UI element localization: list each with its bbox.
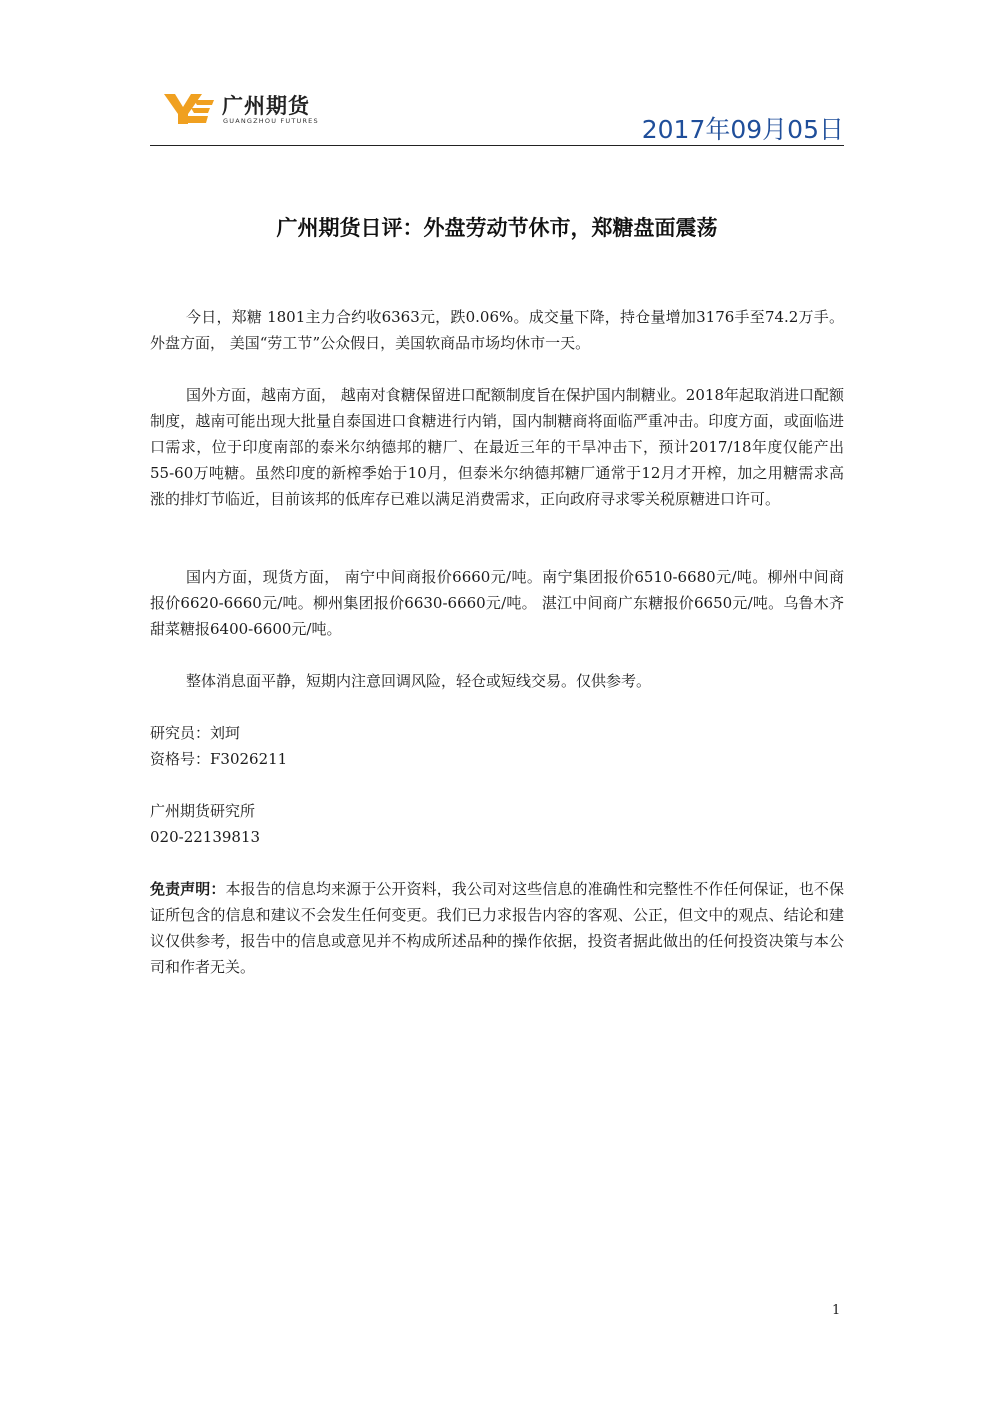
phone-number: 020-22139813 [150, 828, 261, 846]
disclaimer-text: 本报告的信息均来源于公开资料，我公司对这些信息的准确性和完整性不作任何保证，也不保证所包含的信息和建议不会发生任何变更。我们已力求报告内容的客观、公正，但文中的观点、结论和建议仅供参考，报告中的信息或意见并不构成所述品种的操作依据，投资者据此做出的任何投资决策与本公司和作者无关。 [150, 880, 844, 976]
logo-chinese-name: 广州期货 [222, 94, 310, 118]
paragraph-market-summary: 今日，郑糖 1801主力合约收6363元，跌0.06%。成交量下降，持仓量增加3176手至74.2万手。外盘方面， 美国“劳工节”公众假日，美国软商品市场均休市一天。 [150, 308, 844, 352]
report-title: 广州期货日评：外盘劳动节休市，郑糖盘面震荡 [276, 216, 718, 240]
paragraph-domestic: 国内方面，现货方面， 南宁中间商报价6660元/吨。南宁集团报价6510-6680元/吨。柳州中间商报价6620-6660元/吨。柳州集团报价6630-6660元/吨。 湛江中间商广东糖报价6650元/吨。乌鲁木齐甜菜糖报6400-6600元/吨。 [150, 568, 844, 638]
license-number: 资格号：F3026211 [150, 750, 288, 768]
page-header [150, 84, 844, 146]
company-logo-icon [164, 92, 216, 126]
header-divider [150, 145, 844, 146]
logo-english-name: GUANGZHOU FUTURES [223, 117, 319, 125]
company-logo [164, 88, 364, 130]
disclaimer-label: 免责声明： [150, 880, 226, 898]
paragraph-overseas: 国外方面，越南方面， 越南对食糖保留进口配额制度旨在保护国内制糖业。2018年起取消进口配额制度，越南可能出现大批量自泰国进口食糖进行内销，国内制糖商将面临严重冲击。印度方面，或面临进口需求，位于印度南部的泰米尔纳德邦的糖厂、在最近三年的干旱冲击下，预计2017/18年度仅能产出55-60万吨糖。虽然印度的新榨季始于10月，但泰米尔纳德邦糖厂通常于12月才开榨，加之用糖需求高涨的排灯节临近，目前该邦的低库存已难以满足消费需求，正向政府寻求零关税原糖进口许可。 [150, 386, 844, 508]
researcher-name: 研究员：刘珂 [150, 724, 241, 742]
paragraph-conclusion: 整体消息面平静，短期内注意回调风险，轻仓或短线交易。仅供参考。 [186, 672, 652, 690]
disclaimer [150, 876, 844, 980]
institute-name: 广州期货研究所 [150, 802, 256, 820]
page-number: 1 [832, 1303, 841, 1318]
report-date: 2017年09月05日 [641, 115, 844, 144]
